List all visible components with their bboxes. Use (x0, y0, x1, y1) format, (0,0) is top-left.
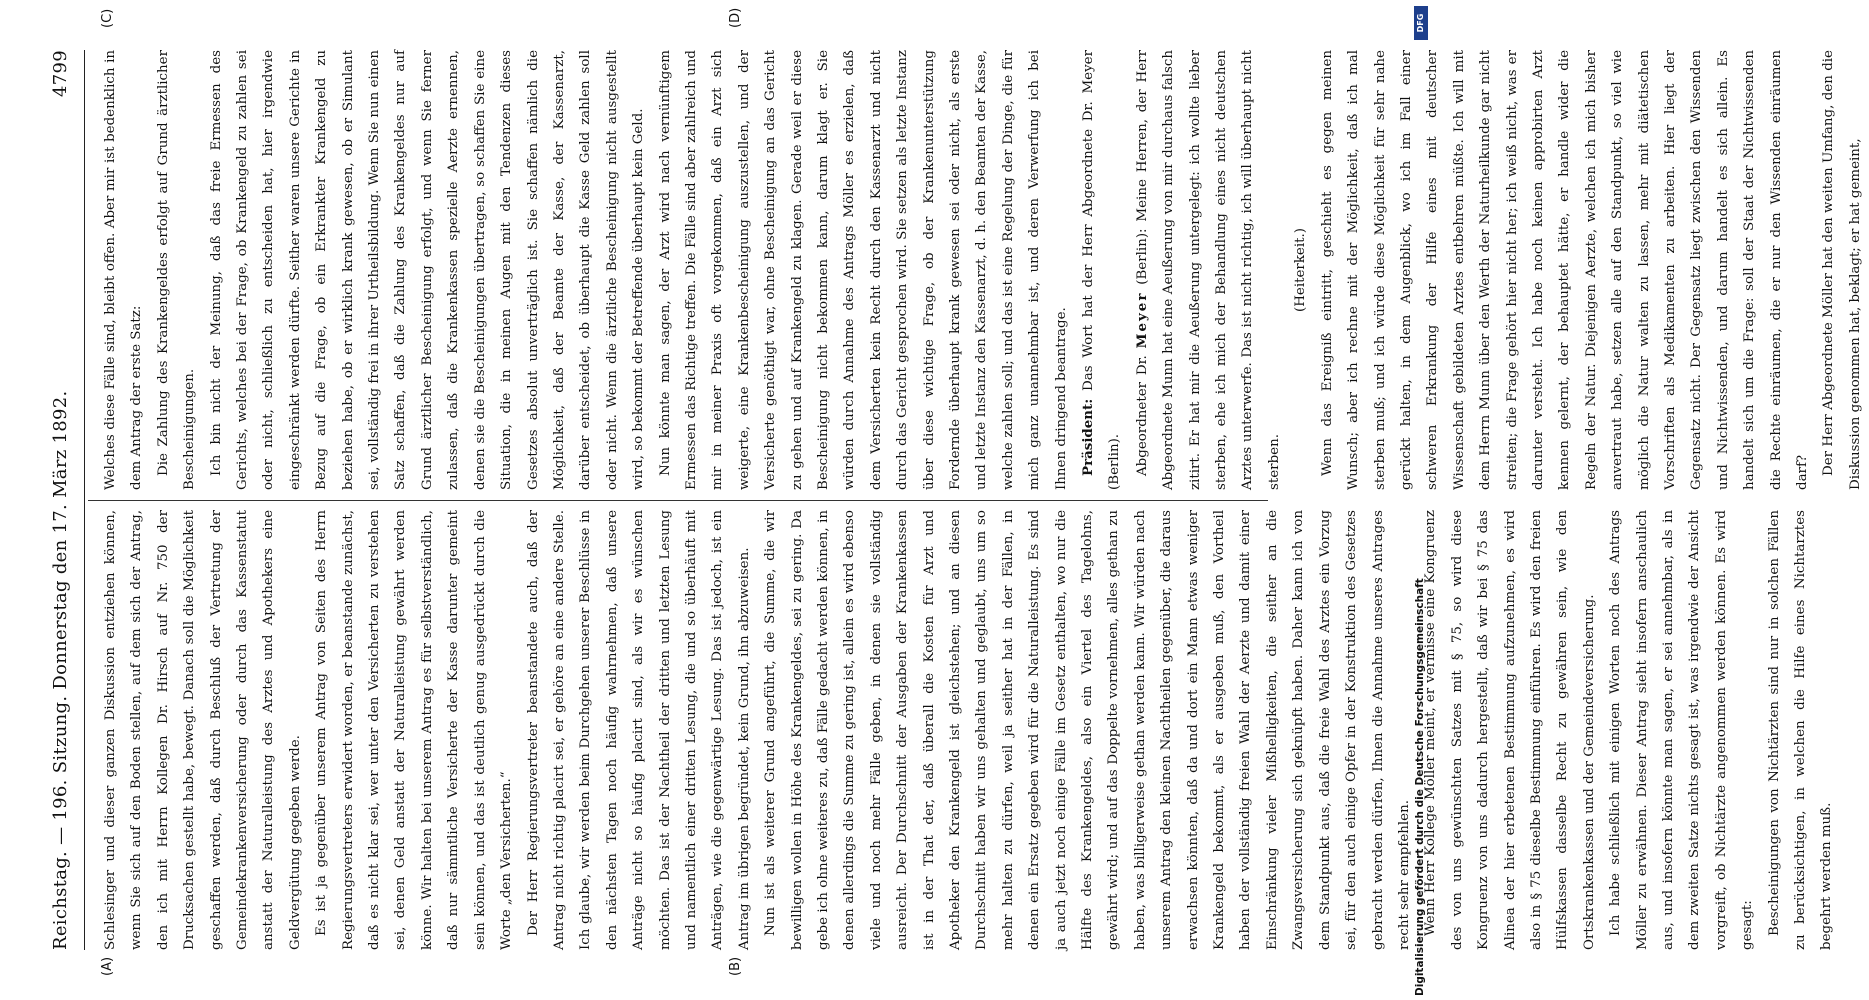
column-divider (88, 500, 1268, 501)
paragraph: Schlesinger und dieser ganzen Diskussion entziehen können, wenn Sie sich auf den Boden stellen, auf dem sich der Antrag, den ich mit Herrn Kollegen Dr. Hirsch auf Nr. 750 der Drucksachen gestellt habe, bewegt. Danach soll die Möglichkeit geschaffen werden, daß durch Beschluß der Vertretung der Gemeindekrankenversicherung oder durch das Kassenstatut anstatt der Naturalleistung des Arztes und Apothekers eine Geldvergütung gegeben werde. (103, 510, 303, 950)
paragraph: Nun ist als weiterer Grund angeführt, die Summe, die wir bewilligen wollen in Höhe des Krankengeldes, sei zu gering. Da gebe ich ohne weiteres zu, daß Fälle gedacht werden können, in denen allerdings die Summe zu gering ist, allein es wird ebenso viele und noch mehr Fälle geben, in denen sie vollständig ausreicht. Der Durchschnitt der Ausgaben der Krankenkassen ist in der That der, daß überall die Kosten für Arzt und Apotheker den Krankengeld ist gleichstehen; und an diesen Durchschnitt haben wir uns gehalten und geglaubt, uns um so mehr halten zu dürfen, weil ja seither hat in der Fällen, in denen ein Ersatz gegeben wird für die Naturalleistung. Es sind ja auch jetzt noch einige Fälle im Gesetz enthalten, wo nur die Hälfte des Krankengeldes, also ein Viertel des Tagelohns, gewährt wird; und auf das Doppelte vornehmen, alles gethan zu haben, was billigerweise gethan werden kann. Wir würden nach unserem Antrag den kleinen Nachtheilen gegenüber, die daraus erwachsen könnten, daß da und dort ein Mann etwas weniger Krankengeld bekommt, als er ausgeben muß, den Vortheil haben der vollständig freien Wahl der Aerzte und damit einer Einschränkung vieler Mißhelligkeiten, die seither an die Zwangsversicherung sich geknüpft haben. Daher kann ich von dem Standpunkt aus, daß die freie Wahl des Arztes ein Vorzug sei, für den auch einige Opfer in der Konstruktion des Gesetzes gebracht werden dürfen, Ihnen die Annahme unseres Antrages recht sehr empfehlen. (763, 510, 1412, 950)
meyer-speech (1129, 50, 1288, 490)
paragraph: Ich bin nicht der Meinung, daß das freie Ermessen des Gerichts, welches bei der Frage, ob Krankengeld zu zahlen sei oder nicht, schließlich zu entscheiden hat, hier irgendwie eingeschränkt werden dürfte. Seither waren unsere Gerichte in Bezug auf die Frage, ob ein Erkrankter Krankengeld zu beziehen habe, ob er wirklich krank gewesen, ob er Simulant sei, vollständig frei in ihrer Urtheilsbildung. Wenn Sie nun einen Satz schaffen, daß die Zahlung des Krankengeldes nur auf Grund ärztlicher Bescheinigung erfolgt, und wenn Sie ferner zulassen, daß die Krankenkassen spezielle Aerzte ernennen, denen sie die Bescheinigungen übertragen, so schaffen Sie eine Situation, die in meinen Augen mit den Tendenzen dieses Gesetzes absolut unverträglich ist. Sie schaffen nämlich die Möglichkeit, daß der Beamte der Kasse, der Kassenarzt, darüber entscheidet, ob überhaupt die Kasse Geld zahlen soll oder nicht. Wenn die ärztliche Bescheinigung nicht ausgestellt wird, so bekommt der Betreffende überhaupt kein Geld. (208, 50, 647, 490)
paragraph: Welches diese Fälle sind, bleibt offen. Aber mir ist bedenklich in dem Antrag der erste Satz: (103, 50, 145, 490)
dfg-logo-text: DFG (1416, 13, 1425, 33)
stage-direction: (Heiterkeit.) (1293, 228, 1309, 312)
paragraph: Wenn Herr Kollege Möller meint, er vermisse eine Kongruenz des von uns gewünschten Satzes mit § 75, so wird diese Kongruenz von uns dadurch hergestellt, daß wir bei § 75 das Alinea der hier erbetenen Bestimmung aufzunehmen, es wird also in § 75 dieselbe Bestimmung einführen. Es wird den freien Hülfskassen dasselbe Recht zu gewähren sein, wie den Ortskrankenkassen und der Gemeindeversicherung. (1423, 510, 1597, 950)
president-speech (1075, 50, 1129, 490)
meyer-text: (Berlin): Meine Herren, der Herr Abgeordnete Munn hat eine Aeußerung von mir durchaus falsch zitirt. Er hat mir die Aeußerung untergelegt: ich wollte lieber sterben, ehe ich mich der Behandlung eines nicht deutschen Arztes unterwerfe. Das ist nicht richtig, ich will überhaupt nicht sterben. (1134, 50, 1282, 490)
quoted-paragraph: Die Zahlung des Krankengeldes erfolgt auf Grund ärztlicher Bescheinigungen. (155, 50, 198, 490)
header-rule (84, 50, 85, 950)
quoted-paragraph: Bescheinigungen von Nichtärzten sind nur in solchen Fällen zu berücksichtigen, in welchen die Hilfe eines Nichtarztes begehrt werden muß. (1766, 510, 1835, 950)
paragraph: Wenn das Ereigniß eintritt, geschieht es gegen meinen Wunsch; aber ich rechne mit der Möglichkeit, daß ich mal sterben muß; und ich würde diese Möglichkeit für sehr nahe gerückt halten, in dem Augenblick, wo ich im Fall einer schweren Erkrankung der Hilfe eines mit deutscher Wissenschaft gebildeten Arztes entbehren müßte. Ich will mit dem Herrn Munn über den Werth der Naturheilkunde gar nicht streiten; die Frage gehört hier nicht her; ich weiß nicht, was er darunter versteht. Ich habe noch keinen approbirten Arzt kennen gelernt, der behauptet hätte, er handle wider die Regeln der Natur. Diejenigen Aerzte, welchen ich mich bisher anvertraut habe, setzen alle auf den Standpunkt, so viel wie möglich die Natur walten zu lassen, mehr mit diätetischen Vorschriften als Medikamenten zu arbeiten. Hier liegt der Gegensatz nicht. Der Gegensatz liegt zwischen den Wissenden und Nichtwissenden, und darum handelt es sich allein. Es handelt sich um die Frage: soll der Staat der Nichtwissenden die Rechte einräumen, die er nur den Wissenden einräumen darf? (1319, 50, 1810, 490)
speaker-label: Präsident: (1080, 398, 1097, 476)
page-header (44, 50, 74, 950)
paragraph: Der Herr Abgeordnete Möller hat den weiten Umfang, den die Diskussion genommen hat, beklagt; er hat gemeint, (1821, 50, 1863, 490)
paragraph: Ich habe schließlich mit einigen Worten noch des Antrags Möller zu erwähnen. Dieser Antrag sieht insofern anschaulich aus, und insofern könnte man sagen, er sei annehmbar, als in dem zweiten Satze nichts gesagt ist, was irgendwie der Ansicht vorgreift, ob Nichtärzte angenommen werden können. Es wird gesagt: (1608, 510, 1756, 950)
paragraph: Nun könnte man sagen, der Arzt wird nach vernünftigem Ermessen das Richtige treffen. Die Fälle sind aber zahlreich und mir in meiner Praxis oft vorgekommen, daß ein Arzt sich weigerte, eine Krankenbescheinigung auszustellen, und der Versicherte genöthigt war, ohne Bescheinigung an das Gericht zu gehen und auf Krankengeld zu klagen. Gerade weil er diese Bescheinigung nicht bekommen kann, darum klagt er. Sie würden durch Annahme des Antrags Möller es erzielen, daß dem Versicherten kein Recht durch den Kassenarzt und nicht durch das Gericht gesprochen wird. Sie setzen als letzte Instanz über diese wichtige Frage, ob der Krankenunterstützung Fordernde überhaupt krank gewesen sei oder nicht, als erste und letzte Instanz den Kassenarzt, d. h. den Beamten der Kasse, welche zahlen soll; und das ist eine Regelung der Dinge, die für mich ganz unannehmbar ist, und deren Verwerfung ich bei Ihnen dringend beantrage. (657, 50, 1069, 490)
paragraph: Der Herr Regierungsvertreter beanstandete auch, daß der Antrag nicht richtig placirt sei, er gehöre an eine andere Stelle. Ich glaube, wir werden beim Durchgehen unserer Beschlüsse in den nächsten Tagen noch häufig wahrnehmen, daß unsere Anträge nicht so häufig placirt sind, als wir es wünschen möchten. Das ist der Nachtheil der dritten und letzten Lesung und namentlich einer dritten Lesung, die und so überhäuft mit Anträgen, wie die gegenwärtige Lesung. Das ist jedoch, ist ein Antrag im übrigen begründet, kein Grund, ihn abzuweisen. (525, 510, 752, 950)
margin-marker-c: (C) (100, 8, 115, 28)
paragraph: Es ist ja gegenüber unserem Antrag von Seiten des Herrn Regierungsvertreters erwidert worden, er beanstande zunächst, daß es nicht klar sei, wer unter den Versicherten zu verstehen sei, denen Geld anstatt der Naturalleistung gewährt werden könne. Wir halten bei unserem Antrag es für selbstverständlich, daß nur sämmtliche Versicherte der Kasse darunter gemeint sein können, und das ist deutlich genug ausgedrückt durch die Worte „den Versicherten.“ (314, 510, 515, 950)
margin-marker-d: (D) (728, 7, 743, 28)
margin-marker-a: (A) (100, 956, 115, 976)
president-text: Das Wort hat der Herr Abgeordnete Dr. Meyer (Berlin). (1081, 49, 1123, 490)
right-column (98, 49, 1863, 490)
speaker-name: Meyer (1133, 291, 1150, 349)
margin-marker-b: (B) (728, 956, 743, 976)
dfg-credit-text: Digitalisierung gefördert durch die Deutsche Forschungsgemeinschaft (1414, 578, 1426, 996)
speaker-intro: Abgeordneter Dr. (1134, 355, 1150, 476)
dfg-logo (1414, 6, 1428, 40)
dfg-credit (1414, 4, 1428, 996)
running-head: Reichstag. — 196. Sitzung. Donnerstag den 17. März 1892. (50, 390, 71, 950)
page-number: 4799 (50, 50, 71, 98)
